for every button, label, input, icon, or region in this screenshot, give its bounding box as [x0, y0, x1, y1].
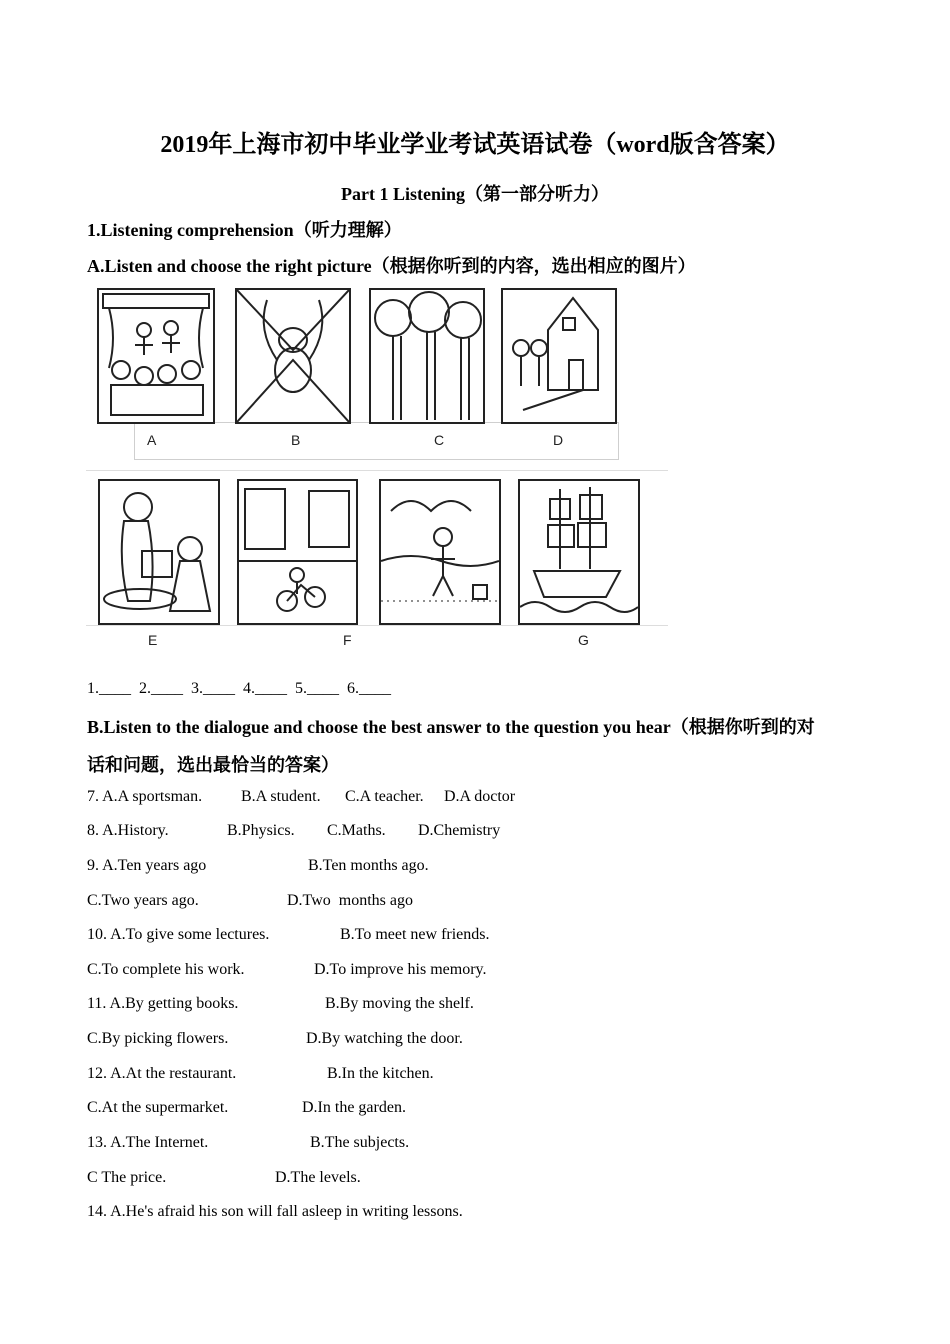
question-12-line1: [87, 1065, 434, 1083]
beach-illustration: [381, 481, 499, 623]
q12-option-a: 12. A.At the restaurant.: [87, 1065, 237, 1082]
label-band: [134, 422, 619, 460]
q13-option-b: B.The subjects.: [310, 1134, 410, 1151]
part-heading: Part 1 Listening（第一部分听力）: [341, 184, 609, 204]
q10-option-b: B.To meet new friends.: [340, 926, 490, 943]
picture-e-gift: [98, 479, 220, 625]
q7-option-b: B.A student.: [241, 788, 321, 805]
picture-label-b: B: [291, 432, 301, 448]
picture-a-puppet-show: [97, 288, 215, 424]
question-11-line1: [87, 995, 474, 1013]
picture-row-2: [86, 470, 668, 660]
ship-illustration: [520, 481, 638, 623]
picture-label-g: G: [578, 632, 589, 648]
q7-option-d: D.A doctor: [444, 788, 516, 805]
gift-illustration: [100, 481, 218, 623]
q7-option-a: 7. A.A sportsman.: [87, 788, 203, 805]
q10-option-d: D.To improve his memory.: [314, 961, 487, 978]
picture-g-beach: [379, 479, 501, 625]
picture-label-f: F: [343, 632, 352, 648]
q8-option-b: B.Physics.: [227, 822, 295, 839]
picture-h-ship: [518, 479, 640, 625]
section-1-heading: 1.Listening comprehension（听力理解）: [87, 220, 402, 240]
section-b-heading-line1: B.Listen to the dialogue and choose the best answer to the question you hear（根据你听到的对: [87, 717, 815, 737]
row-divider-top: [86, 470, 668, 471]
q9-option-d: D.Two months ago: [287, 892, 413, 909]
picture-b-orangutan: [235, 288, 351, 424]
picture-d-house-children: [501, 288, 617, 424]
picture-row-1: [86, 284, 626, 464]
q12-option-b: B.In the kitchen.: [327, 1065, 434, 1082]
q13-option-d: D.The levels.: [275, 1169, 361, 1186]
q9-option-c: C.Two years ago.: [87, 892, 199, 909]
q8-option-d: D.Chemistry: [418, 822, 501, 839]
document-title: 2019年上海市初中毕业学业考试英语试卷（word版含答案）: [160, 132, 790, 158]
section-b-heading-line2: 话和问题，选出最恰当的答案）: [87, 755, 339, 775]
question-7: [87, 788, 515, 806]
q8-option-c: C.Maths.: [327, 822, 386, 839]
question-11-line2: [87, 1030, 463, 1048]
question-13-line2: [87, 1169, 361, 1187]
q14-option-a: 14. A.He's afraid his son will fall asleep in writing lessons.: [87, 1203, 463, 1220]
question-12-line2: [87, 1099, 406, 1117]
picture-label-c: C: [434, 432, 445, 448]
question-14-line1: [87, 1203, 463, 1221]
question-8: [87, 822, 500, 840]
orangutan-illustration: [237, 290, 349, 422]
picture-f-bike-street: [237, 479, 358, 625]
q10-option-a: 10. A.To give some lectures.: [87, 926, 270, 943]
picture-label-d: D: [553, 432, 564, 448]
forest-illustration: [371, 290, 483, 422]
q9-option-b: B.Ten months ago.: [308, 857, 429, 874]
puppet-show-illustration: [99, 290, 213, 422]
q11-option-b: B.By moving the shelf.: [325, 995, 474, 1012]
section-a-heading: A.Listen and choose the right picture（根据你听到的内容，选出相应的图片）: [87, 256, 696, 276]
bike-street-illustration: [239, 481, 356, 623]
picture-label-e: E: [148, 632, 158, 648]
question-9-line1: [87, 857, 429, 875]
q9-option-a: 9. A.Ten years ago: [87, 857, 207, 874]
question-10-line1: [87, 926, 490, 944]
q11-option-a: 11. A.By getting books.: [87, 995, 239, 1012]
question-10-line2: [87, 961, 486, 979]
q13-option-a: 13. A.The Internet.: [87, 1134, 209, 1151]
question-9-line2: [87, 892, 413, 910]
q7-option-c: C.A teacher.: [345, 788, 424, 805]
q10-option-c: C.To complete his work.: [87, 961, 245, 978]
q13-option-c: C The price.: [87, 1169, 167, 1186]
question-13-line1: [87, 1134, 409, 1152]
picture-c-forest: [369, 288, 485, 424]
q12-option-c: C.At the supermarket.: [87, 1099, 229, 1116]
q12-option-d: D.In the garden.: [302, 1099, 406, 1116]
q11-option-c: C.By picking flowers.: [87, 1030, 229, 1047]
house-children-illustration: [503, 290, 615, 422]
answer-blanks: 1.____ 2.____ 3.____ 4.____ 5.____ 6.____: [87, 680, 391, 697]
q8-option-a: 8. A.History.: [87, 822, 169, 839]
picture-label-a: A: [147, 432, 157, 448]
q11-option-d: D.By watching the door.: [306, 1030, 463, 1047]
